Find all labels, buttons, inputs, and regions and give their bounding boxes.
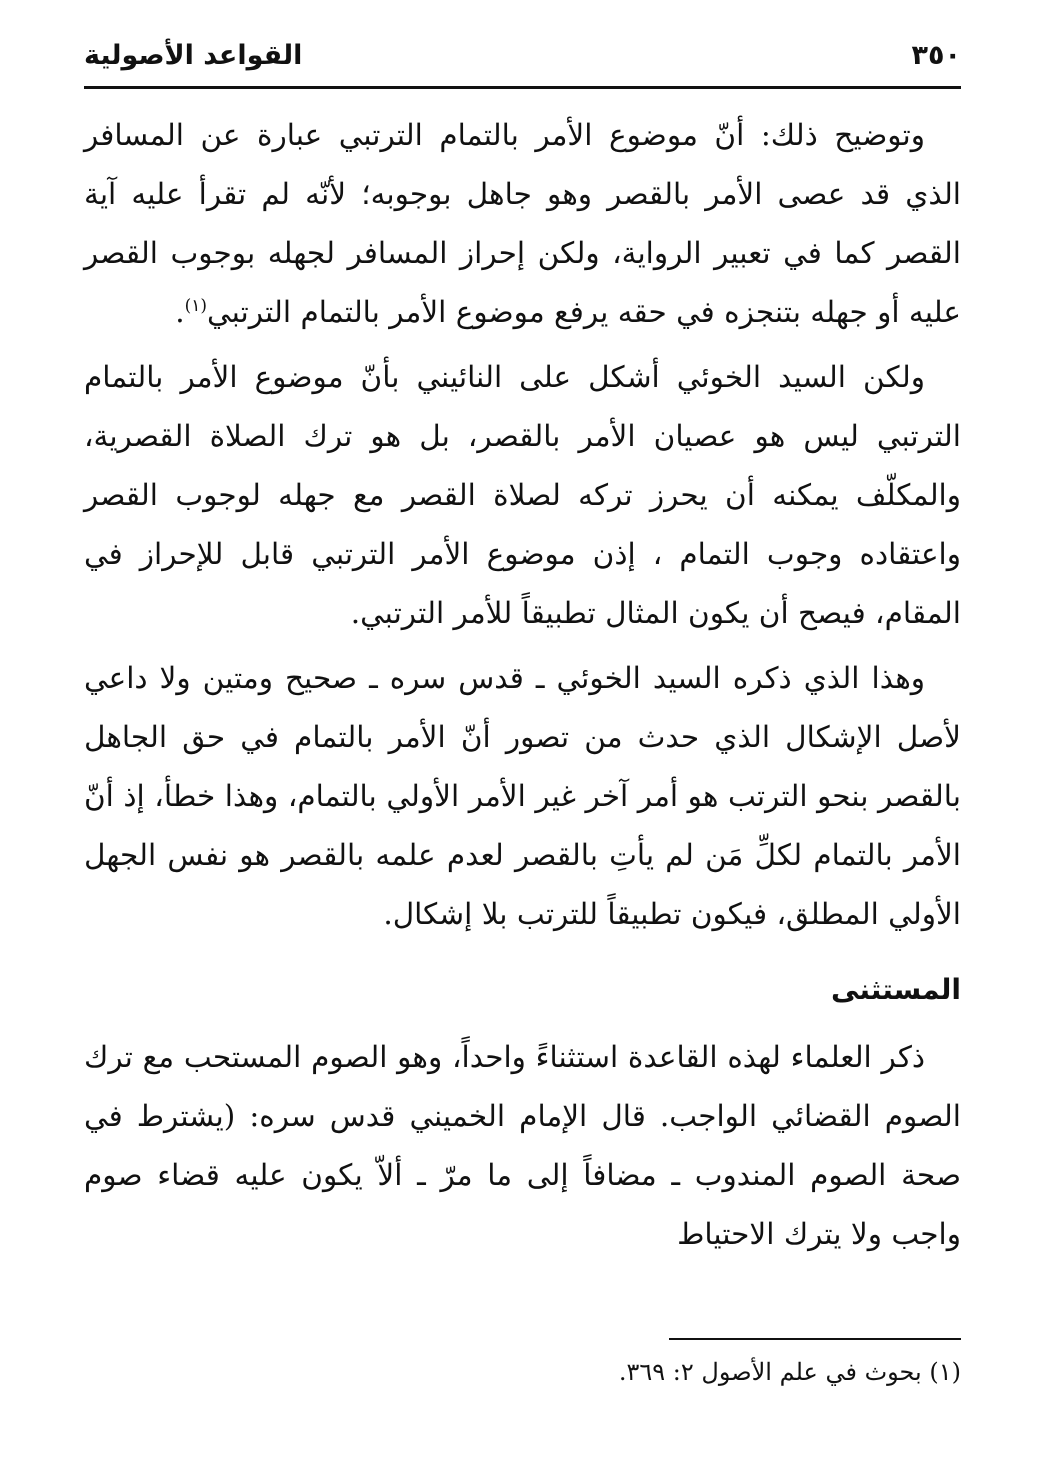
header-rule: [84, 86, 961, 89]
footnote-rule: [669, 1338, 961, 1340]
paragraph-2: ولكن السيد الخوئي أشكل على النائيني بأنّ موضوع الأمر بالتمام الترتبي ليس هو عصيان الأمر بالقصر، بل هو ترك الصلاة القصرية، والمكلّف يمكنه أن يحرز تركه لصلاة القصر مع جهله لوجوب القصر واعتقاده وجوب التمام ، إذن موضوع الأمر الترتبي قابل للإحراز في المقام، فيصح أن يكون المثال تطبيقاً للأمر الترتبي.: [84, 360, 961, 630]
running-head: [84, 30, 961, 80]
paragraph-3: وهذا الذي ذكره السيد الخوئي ـ قدس سره ـ صحيح ومتين ولا داعي لأصل الإشكال الذي حدث من تصور أنّ الأمر بالتمام في حق الجاهل بالقصر بنحو الترتب هو أمر آخر غير الأمر الأولي بالتمام، وهذا خطأ، إذ أنّ الأمر بالتمام لكلِّ مَن لم يأتِ بالقصر لعدم علمه بالقصر هو نفس الجهل الأولي المطلق، فيكون تطبيقاً للترتب بلا إشكال.: [84, 661, 961, 931]
footnote-marker: (١): [184, 296, 208, 317]
section-paragraph: ذكر العلماء لهذه القاعدة استثناءً واحداً، وهو الصوم المستحب مع ترك الصوم القضائي الواجب. قال الإمام الخميني قدس سره: (يشترط في صحة الصوم المندوب ـ مضافاً إلى ما مرّ ـ ألاّ يكون عليه قضاء صوم واجب ولا يترك الاحتياط: [84, 1040, 961, 1251]
paragraph-1: [84, 106, 961, 342]
page-number: ٣٥٠: [911, 39, 961, 71]
book-page: [84, 0, 961, 1467]
running-title: القواعد الأصولية: [84, 39, 303, 71]
section-heading: المستثنى: [831, 973, 961, 1006]
paragraph-1-text: وتوضيح ذلك: أنّ موضوع الأمر بالتمام الترتبي عبارة عن المسافر الذي قد عصى الأمر بالقصر وهو جاهل بوجوبه؛ لأنّه لم تقرأ عليه آية القصر كما في تعبير الرواية، ولكن إحراز المسافر لجهله بوجوب القصر عليه أو جهله بتنجزه في حقه يرفع موضوع الأمر بالتمام الترتبي: [84, 118, 961, 329]
paragraph-1-ending: .: [175, 295, 185, 329]
footnote: (١) بحوث في علم الأصول ٢: ٣٦٩.: [618, 1358, 961, 1386]
body-text: [84, 106, 961, 1270]
